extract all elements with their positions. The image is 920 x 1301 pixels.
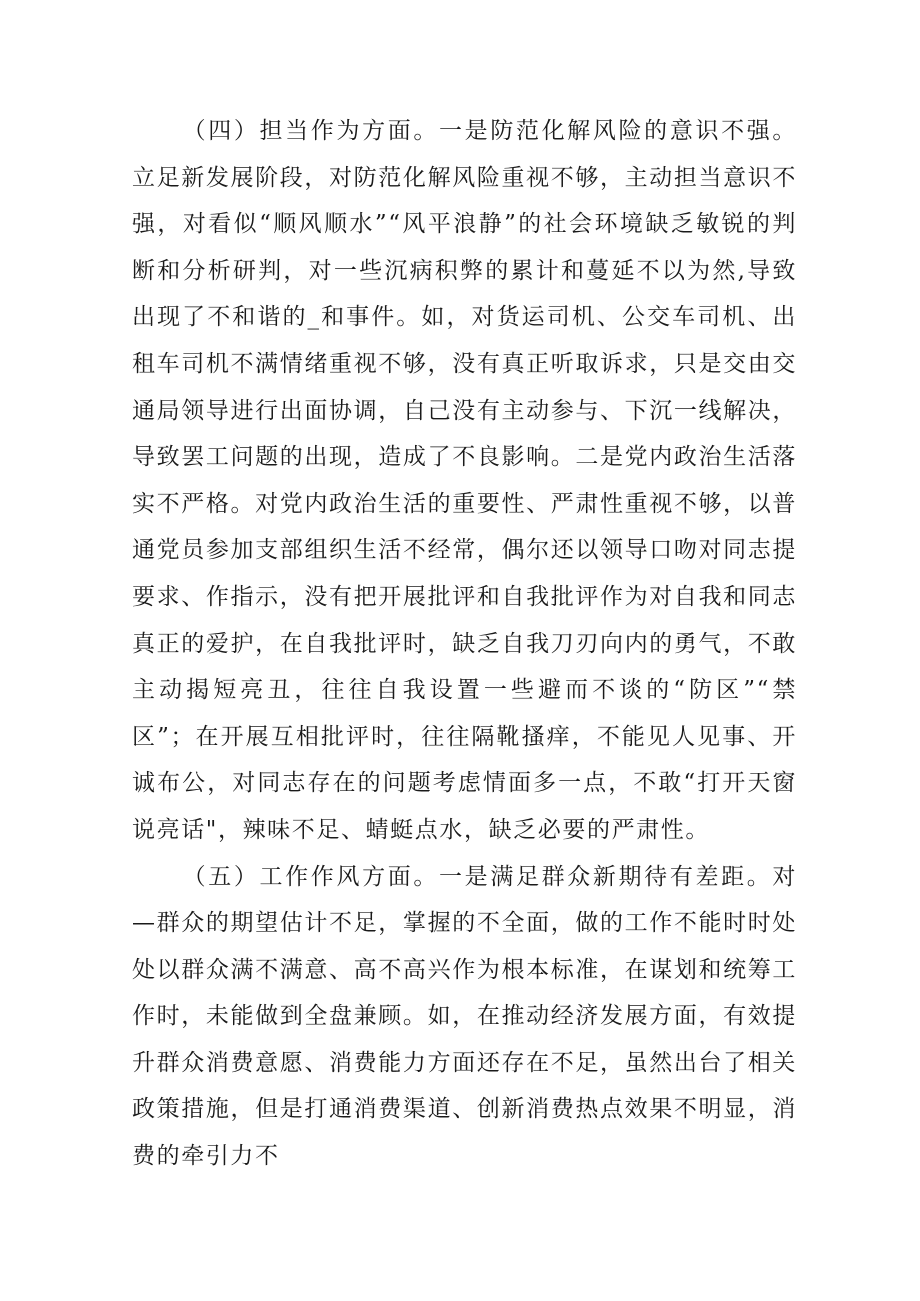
paragraph-work-style: （五）工作作风方面。一是满足群众新期待有差距。对—群众的期望估计不足，掌握的不全面，做的工作不能时时处处以群众满不满意、高不高兴作为根本标准，在谋划和统筹工作时，未能做到全盘兼顾。如，在推动经济发展方面，有效提升群众消费意愿、消费能力方面还存在不足，虽然出台了相关政策措施，但是打通消费渠道、创新消费热点效果不明显，消费的牵引力不 bbox=[132, 863, 797, 1170]
paragraph-responsibility: （四）担当作为方面。一是防范化解风险的意识不强。立足新发展阶段，对防范化解风险重视不够，主动担当意识不强，对看似“顺风顺水”“风平浪静”的社会环境缺乏敏锐的判断和分析研判，对一些沉病积弊的累计和蔓延不以为然,导致出现了不和谐的_和事件。如，对货运司机、公交车司机、出租车司机不满情绪重视不够，没有真正听取诉求，只是交由交通局领导进行出面协调，自己没有主动参与、下沉一线解决，导致罢工问题的出现，造成了不良影响。二是党内政治生活落实不严格。对党内政治生活的重要性、严肃性重视不够，以普通党员参加支部组织生活不经常，偶尔还以领导口吻对同志提要求、作指示，没有把开展批评和自我批评作为对自我和同志真正的爱护，在自我批评时，缺乏自我刀刃向内的勇气，不敢主动揭短亮丑，往往自我设置一些避而不谈的“防区”“禁区”；在开展互相批评时，往往隔靴搔痒，不能见人见事、开诚布公，对同志存在的问题考虑情面多一点，不敢“打开天窗说亮话"，辣味不足、蜻蜓点水，缺乏必要的严肃性。 bbox=[132, 118, 797, 843]
document-body bbox=[132, 108, 797, 1180]
